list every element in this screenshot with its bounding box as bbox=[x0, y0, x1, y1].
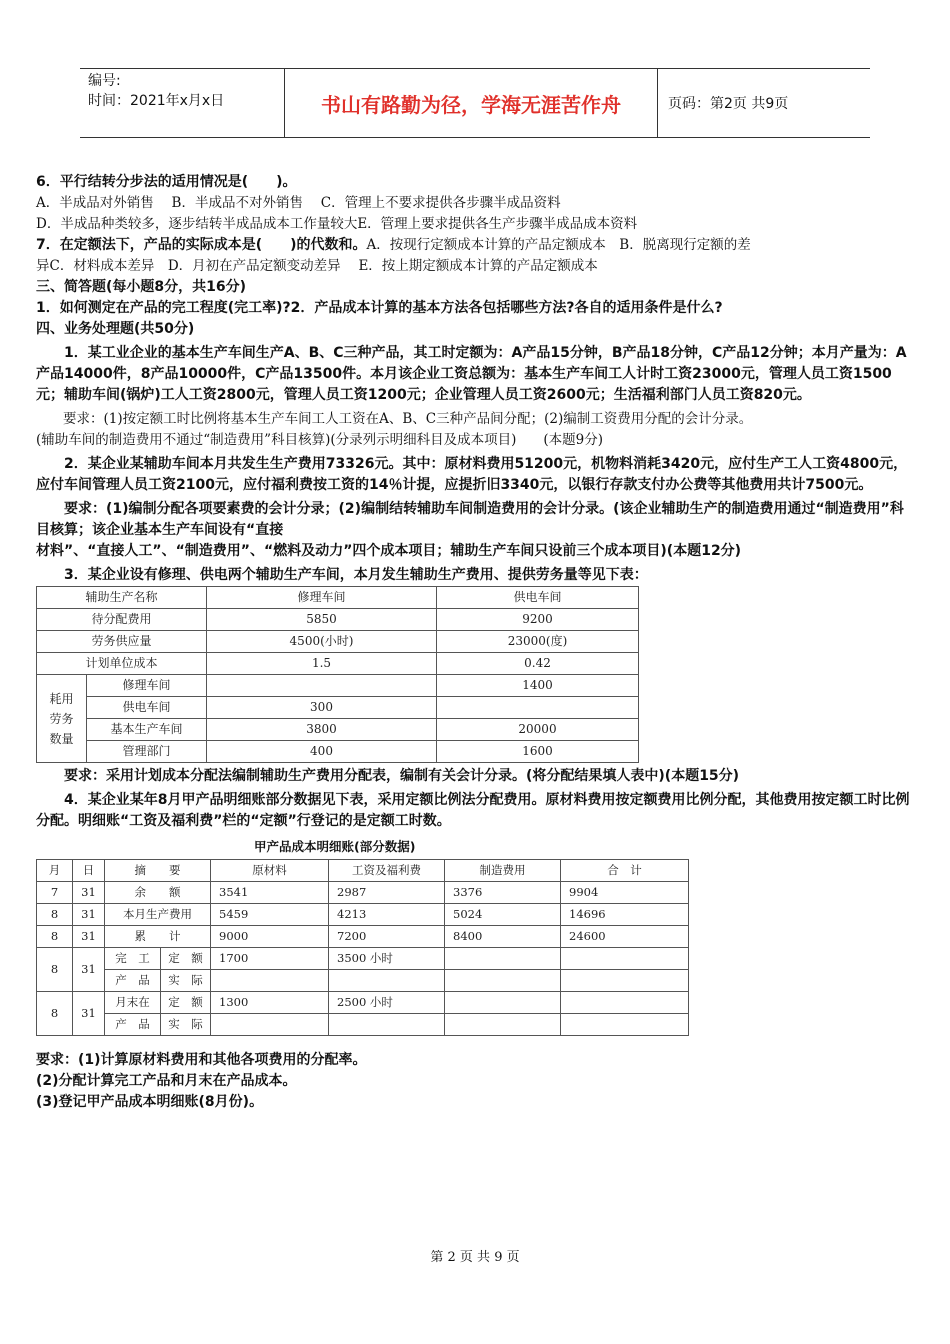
q7-stem: 7．在定额法下，产品的实际成本是( )的代数和。 bbox=[36, 237, 367, 253]
page-footer: 第 2 页 共 9 页 bbox=[430, 1250, 520, 1265]
ledger-row-wip-actual bbox=[37, 1014, 689, 1036]
ledger-cell bbox=[445, 1014, 561, 1036]
problem1: 1．某工业企业的基本生产车间生产A、B、C三种产品，其工时定额为：A产品15分钟，B产品18分钟，C产品12分钟；本月产量为：A产品14000件，8产品10000件，C产品13500件。本月该企业工资总额为：基本生产车间工人计时工资23000元，管理人员工资1500元；辅助车间(锅炉)工人工资2800元，管理人员工资1200元；企业管理人员工资2600元；生活福利部门人员工资820元。 bbox=[36, 345, 907, 403]
cell-unit-power: 0.42 bbox=[437, 653, 639, 675]
ledger-cell: 31 bbox=[73, 992, 105, 1036]
cell-row-supply: 劳务供应量 bbox=[37, 631, 207, 653]
cell-consumer-power-from-repair: 300 bbox=[207, 697, 437, 719]
ledger-h-month: 月 bbox=[37, 860, 73, 882]
ledger-cell: 8400 bbox=[445, 926, 561, 948]
cell-consumer-basic-from-repair: 3800 bbox=[207, 719, 437, 741]
cost-ledger-title: 甲产品成本明细账(部分数据) bbox=[254, 839, 416, 854]
ledger-cell bbox=[329, 970, 445, 992]
ledger-cell: 3376 bbox=[445, 882, 561, 904]
ledger-cell bbox=[445, 992, 561, 1014]
ledger-cell bbox=[211, 1014, 329, 1036]
ledger-row-cumulative bbox=[37, 926, 689, 948]
q6-options-1: A．半成品对外销售 B．半成品不对外销售 C．管理上不要求提供各步骤半成品资料 bbox=[36, 195, 561, 211]
problem4: 4．某企业某年8月甲产品明细账部分数据见下表，采用定额比例法分配费用。原材料费用按定额费用比例分配，其他费用按定额工时比例分配。明细账“工资及福利费”栏的“定额”行登记的是定额工时数。 bbox=[36, 792, 910, 829]
ledger-cell: 2987 bbox=[329, 882, 445, 904]
ledger-h-material: 原材料 bbox=[211, 860, 329, 882]
ledger-cell: 7 bbox=[37, 882, 73, 904]
header-page-info: 页码：第2页 共9页 bbox=[668, 96, 789, 112]
cell-cost-repair: 5850 bbox=[207, 609, 437, 631]
q7-options-2: 异C．材料成本差异 D．月初在产品定额变动差异 E．按上期定额成本计算的产品定额成本 bbox=[36, 258, 598, 274]
cell-supply-power: 23000(度) bbox=[437, 631, 639, 653]
ledger-row-balance bbox=[37, 882, 689, 904]
ledger-cell: 8 bbox=[37, 948, 73, 992]
cost-ledger-table bbox=[36, 859, 689, 1036]
ledger-h-wage: 工资及福利费 bbox=[329, 860, 445, 882]
ledger-cell: 9904 bbox=[561, 882, 689, 904]
ledger-cell: 实 际 bbox=[161, 970, 211, 992]
ledger-cell: 本月生产费用 bbox=[105, 904, 211, 926]
ledger-cell: 31 bbox=[73, 904, 105, 926]
cell-unit-repair: 1.5 bbox=[207, 653, 437, 675]
ledger-cell: 31 bbox=[73, 926, 105, 948]
problem4-requirement-1: 要求：(1)计算原材料费用和其他各项费用的分配率。 bbox=[36, 1052, 367, 1068]
ledger-h-summary: 摘 要 bbox=[105, 860, 211, 882]
cell-consume-group bbox=[37, 675, 87, 763]
cell-consumer-power-from-power bbox=[437, 697, 639, 719]
consume-label-1: 耗用 bbox=[49, 691, 74, 706]
time-label: 时间：2021年x月x日 bbox=[88, 93, 225, 109]
cell-consumer-basic: 基本生产车间 bbox=[87, 719, 207, 741]
problem2-requirement-1: 要求：(1)编制分配各项要素费的会计分录；(2)编制结转辅助车间制造费用的会计分录。(该企业辅助生产的制造费用通过“制造费用”科目核算；该企业基本生产车间设有“直接 bbox=[36, 501, 904, 538]
cell-header-power: 供电车间 bbox=[437, 587, 639, 609]
problem4-requirement-3: (3)登记甲产品成本明细账(8月份)。 bbox=[36, 1094, 264, 1110]
cell-header-repair: 修理车间 bbox=[207, 587, 437, 609]
aux-production-table bbox=[36, 586, 639, 763]
ledger-cell bbox=[561, 970, 689, 992]
ledger-cell: 月末在 bbox=[105, 992, 161, 1014]
cell-consumer-mgmt: 管理部门 bbox=[87, 741, 207, 763]
document-body bbox=[36, 172, 916, 1113]
ledger-row-current bbox=[37, 904, 689, 926]
ledger-cell: 3541 bbox=[211, 882, 329, 904]
cell-supply-repair: 4500(小时) bbox=[207, 631, 437, 653]
ledger-cell: 5024 bbox=[445, 904, 561, 926]
ledger-cell: 产 品 bbox=[105, 970, 161, 992]
cell-row-cost: 待分配费用 bbox=[37, 609, 207, 631]
cell-consumer-mgmt-from-power: 1600 bbox=[437, 741, 639, 763]
ledger-row-finished-quota bbox=[37, 948, 689, 970]
cell-cost-power: 9200 bbox=[437, 609, 639, 631]
ledger-cell: 余 额 bbox=[105, 882, 211, 904]
ledger-cell bbox=[445, 970, 561, 992]
ledger-cell: 3500 小时 bbox=[329, 948, 445, 970]
problem1-requirement-2: (辅助车间的制造费用不通过“制造费用”科目核算)(分录列示明细科目及成本项目) (本题9分) bbox=[36, 432, 603, 448]
header-motto: 书山有路勤为径，学海无涯苦作舟 bbox=[285, 69, 658, 137]
cell-consumer-repair-from-repair bbox=[207, 675, 437, 697]
ledger-cell: 定 额 bbox=[161, 992, 211, 1014]
header-meta bbox=[80, 69, 285, 137]
problem4-requirement-2: (2)分配计算完工产品和月末在产品成本。 bbox=[36, 1073, 297, 1089]
ledger-cell bbox=[561, 992, 689, 1014]
ledger-row-finished-actual bbox=[37, 970, 689, 992]
ledger-cell bbox=[561, 1014, 689, 1036]
cell-row-unit: 计划单位成本 bbox=[37, 653, 207, 675]
cell-consumer-repair-from-power: 1400 bbox=[437, 675, 639, 697]
section3-title: 三、简答题(每小题8分，共16分) bbox=[36, 279, 247, 295]
ledger-cell: 24600 bbox=[561, 926, 689, 948]
ledger-cell: 2500 小时 bbox=[329, 992, 445, 1014]
problem3: 3．某企业设有修理、供电两个辅助生产车间，本月发生辅助生产费用、提供劳务量等见下表： bbox=[64, 567, 648, 583]
problem2-requirement-2: 材料”、“直接人工”、“制造费用”、“燃料及动力”四个成本项目；辅助生产车间只设前三个成本项目)(本题12分) bbox=[36, 543, 742, 559]
ledger-cell: 9000 bbox=[211, 926, 329, 948]
q6-stem: 6．平行结转分步法的适用情况是( )。 bbox=[36, 174, 297, 190]
ledger-cell: 1300 bbox=[211, 992, 329, 1014]
serial-label: 编号: bbox=[88, 73, 121, 89]
ledger-cell: 实 际 bbox=[161, 1014, 211, 1036]
section4-title: 四、业务处理题(共50分) bbox=[36, 321, 195, 337]
ledger-cell: 完 工 bbox=[105, 948, 161, 970]
ledger-cell: 定 额 bbox=[161, 948, 211, 970]
ledger-cell bbox=[211, 970, 329, 992]
ledger-cell bbox=[561, 948, 689, 970]
ledger-cell: 5459 bbox=[211, 904, 329, 926]
ledger-cell: 8 bbox=[37, 904, 73, 926]
ledger-cell: 14696 bbox=[561, 904, 689, 926]
section3-question: 1．如何测定在产品的完工程度(完工率)?2．产品成本计算的基本方法各包括哪些方法?各自的适用条件是什么? bbox=[36, 300, 723, 316]
ledger-cell: 1700 bbox=[211, 948, 329, 970]
ledger-cell: 8 bbox=[37, 926, 73, 948]
cell-consumer-repair: 修理车间 bbox=[87, 675, 207, 697]
ledger-cell: 31 bbox=[73, 948, 105, 992]
consume-label-3: 数量 bbox=[49, 731, 74, 746]
ledger-cell: 7200 bbox=[329, 926, 445, 948]
ledger-cell: 4213 bbox=[329, 904, 445, 926]
ledger-cell bbox=[445, 948, 561, 970]
q7 bbox=[36, 235, 916, 256]
problem2: 2．某企业某辅助车间本月共发生生产费用73326元。其中：原材料费用51200元，机物料消耗3420元，应付生产工人工资4800元，应付车间管理人员工资2100元，应付福利费按工资的14％计提，应提折旧3340元，以银行存款支付办公费等其他费用共计7500元。 bbox=[36, 456, 908, 493]
problem1-requirement-1: 要求：(1)按定额工时比例将基本生产车间工人工资在A、B、C三种产品间分配；(2)编制工资费用分配的会计分录。 bbox=[63, 411, 753, 427]
cell-consumer-mgmt-from-repair: 400 bbox=[207, 741, 437, 763]
problem3-requirement: 要求：采用计划成本分配法编制辅助生产费用分配表，编制有关会计分录。(将分配结果填人表中)(本题15分) bbox=[64, 768, 740, 784]
ledger-cell: 8 bbox=[37, 992, 73, 1036]
ledger-h-day: 日 bbox=[73, 860, 105, 882]
cell-header-name: 辅助生产名称 bbox=[37, 587, 207, 609]
q6-options-2: D．半成品种类较多，逐步结转半成品成本工作量较大E．管理上要求提供各生产步骤半成品成本资料 bbox=[36, 216, 638, 232]
ledger-cell: 31 bbox=[73, 882, 105, 904]
q7-options-1: A．按现行定额成本计算的产品定额成本 B．脱离现行定额的差 bbox=[366, 237, 751, 253]
page-header bbox=[80, 68, 870, 138]
cell-consumer-power: 供电车间 bbox=[87, 697, 207, 719]
ledger-h-total: 合 计 bbox=[561, 860, 689, 882]
cell-consumer-basic-from-power: 20000 bbox=[437, 719, 639, 741]
ledger-cell bbox=[329, 1014, 445, 1036]
ledger-cell: 累 计 bbox=[105, 926, 211, 948]
ledger-cell: 产 品 bbox=[105, 1014, 161, 1036]
ledger-h-overhead: 制造费用 bbox=[445, 860, 561, 882]
consume-label-2: 劳务 bbox=[49, 711, 74, 726]
ledger-row-wip-quota bbox=[37, 992, 689, 1014]
